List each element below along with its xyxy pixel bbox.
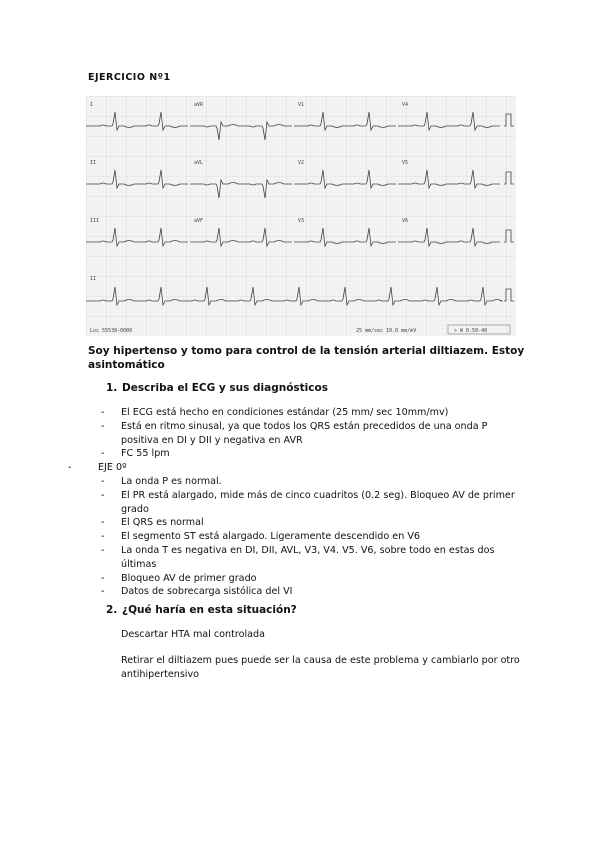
list-item: - La onda P es normal. [101, 475, 521, 489]
lead-label-v6: V6 [402, 218, 409, 224]
lead-label-v1: V1 [298, 102, 305, 108]
lead-label-iii: III [90, 218, 100, 224]
list-item: - El segmento ST está alargado. Ligeramente descendido en V6 [101, 530, 521, 544]
answer-1: Descartar HTA mal controlada [121, 629, 266, 640]
lead-label-avr: aVR [194, 102, 204, 108]
lead-label-i: I [90, 102, 94, 108]
list-item: - Está en ritmo sinusal, ya que todos los QRS están precedidos de una onda P positiva en DI y DII y negativa en AVR [101, 420, 521, 448]
diagnosis-list-2 [101, 475, 521, 599]
ecg-image [86, 96, 516, 336]
question-1 [106, 382, 328, 394]
list-item: - Bloqueo AV de primer grado [101, 572, 521, 586]
ecg-footer-mid: 25 mm/sec 10.0 mm/mV [356, 328, 417, 334]
list-item: - FC 55 lpm [101, 447, 521, 461]
list-item: - Datos de sobrecarga sistólica del VI [101, 585, 521, 599]
answer-2: Retirar el diltiazem pues puede ser la causa de este problema y cambiarlo por otro antihipertensivo [121, 655, 520, 680]
lead-label-rhythm-ii: II [90, 276, 97, 282]
ecg-footer-left: Loc 55538-0000 [90, 328, 133, 334]
list-item: - El PR está alargado, mide más de cinco cuadritos (0.2 seg). Bloqueo AV de primer grado [101, 489, 521, 517]
exercise-title: EJERCICIO Nº1 [88, 72, 171, 83]
question-2 [106, 604, 297, 616]
diagnosis-list-1 [101, 406, 521, 461]
question-1-number: 1. [106, 382, 118, 394]
list-item: - La onda T es negativa en DI, DII, AVL, V3, V4. V5. V6, sobre todo en estas dos últimas [101, 544, 521, 572]
lead-label-avl: aVL [194, 160, 204, 166]
lead-label-v4: V4 [402, 102, 409, 108]
lead-label-v5: V5 [402, 160, 409, 166]
lead-label-v2: V2 [298, 160, 305, 166]
question-1-text: Describa el ECG y sus diagnósticos [122, 382, 328, 394]
ecg-footer-right: > W 0.50-40 [454, 328, 488, 334]
lead-label-ii: II [90, 160, 97, 166]
list-item: - El ECG está hecho en condiciones estándar (25 mm/ sec 10mm/mv) [101, 406, 521, 420]
axis-text: EJE 0º [98, 462, 127, 473]
question-2-number: 2. [106, 604, 118, 616]
patient-statement: Soy hipertenso y tomo para control de la tensión arterial diltiazem. Estoy asintomático [88, 345, 525, 371]
axis-item: - EJE 0º [68, 462, 127, 473]
question-2-text: ¿Qué haría en esta situación? [122, 604, 297, 616]
list-item: - El QRS es normal [101, 516, 521, 530]
lead-label-v3: V3 [298, 218, 305, 224]
lead-label-avf: aVF [194, 218, 204, 224]
